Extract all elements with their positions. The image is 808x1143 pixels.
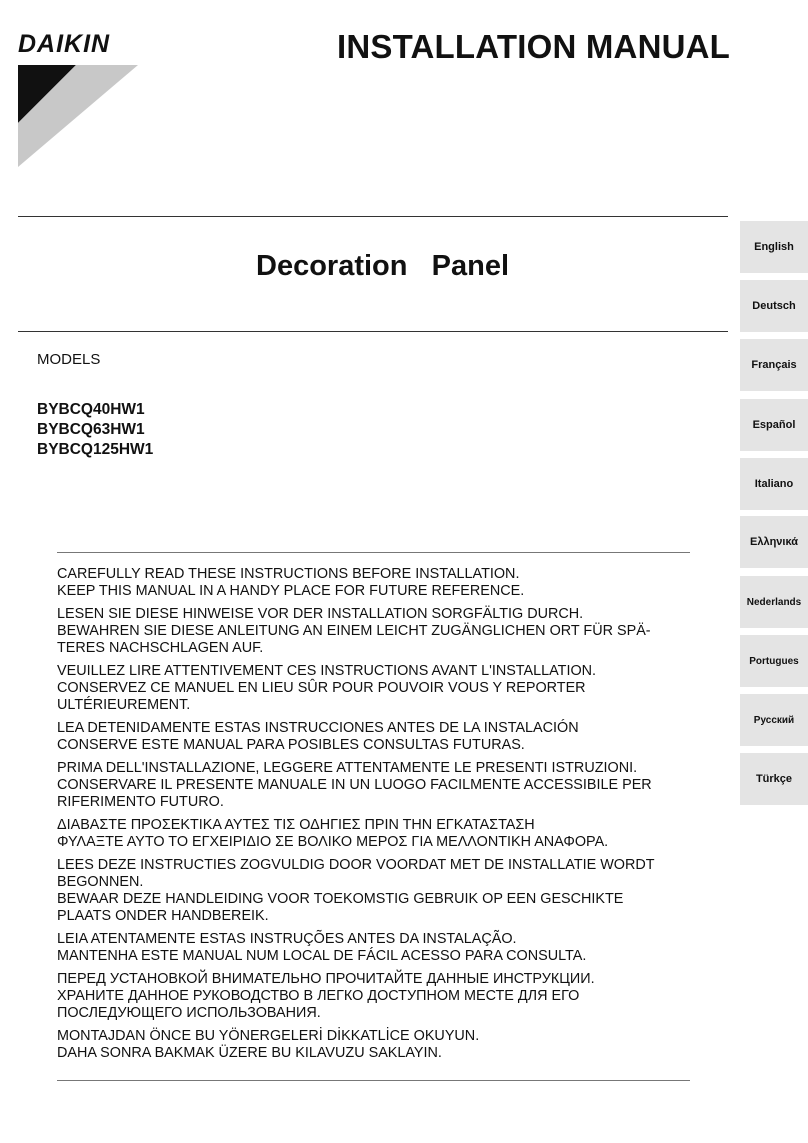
- title-divider: [18, 331, 728, 332]
- notice-line: LEA DETENIDAMENTE ESTAS INSTRUCCIONES ANTES DE LA INSTALACIÓN: [57, 720, 579, 736]
- tab-espanol[interactable]: Español: [740, 399, 808, 451]
- notice-line: ULTÉRIEUREMENT.: [57, 697, 191, 713]
- notice-line: BEWAAR DEZE HANDLEIDING VOOR TOEKOMSTIG GEBRUIK OP EEN GESCHIKTE: [57, 891, 624, 907]
- tab-francais[interactable]: Français: [740, 339, 808, 391]
- notice-portuguese: [57, 931, 697, 965]
- notice-line: PLAATS ONDER HANDBEREIK.: [57, 908, 269, 924]
- notice-line: ХРАНИТЕ ДАННОЕ РУКОВОДСТВО В ЛЕГКО ДОСТУПНОМ МЕСТЕ ДЛЯ ЕГО: [57, 988, 580, 1004]
- notice-line: CAREFULLY READ THESE INSTRUCTIONS BEFORE INSTALLATION.: [57, 566, 520, 582]
- notice-line: PRIMA DELL'INSTALLAZIONE, LEGGERE ATTENTAMENTE LE PRESENTI ISTRUZIONI.: [57, 760, 638, 776]
- notice-line: BEGONNEN.: [57, 874, 144, 890]
- notices-bottom-divider: [57, 1080, 690, 1081]
- notice-dutch: [57, 857, 697, 925]
- tab-greek[interactable]: Ελληνικά: [740, 516, 808, 568]
- notice-english: [57, 566, 697, 600]
- notice-russian: [57, 971, 697, 1022]
- tab-italiano[interactable]: Italiano: [740, 458, 808, 510]
- daikin-logo: [18, 30, 138, 170]
- tab-deutsch[interactable]: Deutsch: [740, 280, 808, 332]
- model-item: BYBCQ125HW1: [37, 441, 154, 458]
- notice-line: RIFERIMENTO FUTURO.: [57, 794, 224, 810]
- notice-french: [57, 663, 697, 714]
- notice-line: MANTENHA ESTE MANUAL NUM LOCAL DE FÁCIL ACESSO PARA CONSULTA.: [57, 948, 587, 964]
- notice-line: VEUILLEZ LIRE ATTENTIVEMENT CES INSTRUCTIONS AVANT L'INSTALLATION.: [57, 663, 597, 679]
- tab-english[interactable]: English: [740, 221, 808, 273]
- notice-line: ΔΙΑΒΑΣΤΕ ΠΡΟΣΕΚΤΙΚΑ ΑΥΤΕΣ ΤΙΣ ΟΔΗΓΙΕΣ ΠΡΙΝ ΤΗΝ ΕΓΚΑΤΑΣΤΑΣΗ: [57, 817, 535, 833]
- notice-line: DAHA SONRA BAKMAK ÜZERE BU KILAVUZU SAKLAYIN.: [57, 1045, 442, 1061]
- tab-portugues[interactable]: Portugues: [740, 635, 808, 687]
- model-item: BYBCQ40HW1: [37, 401, 145, 418]
- models-list: [37, 400, 153, 460]
- notice-line: LESEN SIE DIESE HINWEISE VOR DER INSTALLATION SORGFÄLTIG DURCH.: [57, 606, 584, 622]
- model-item: BYBCQ63HW1: [37, 421, 145, 438]
- notice-line: LEIA ATENTAMENTE ESTAS INSTRUÇÕES ANTES DA INSTALAÇÃO.: [57, 931, 517, 947]
- notice-line: LEES DEZE INSTRUCTIES ZOGVULDIG DOOR VOORDAT MET DE INSTALLATIE WORDT: [57, 857, 655, 873]
- notice-spanish: [57, 720, 697, 754]
- notice-line: TERES NACHSCHLAGEN AUF.: [57, 640, 264, 656]
- notice-italian: [57, 760, 697, 811]
- tab-nederlands[interactable]: Nederlands: [740, 576, 808, 628]
- notice-greek: [57, 817, 697, 851]
- brand-name: DAIKIN: [18, 30, 111, 58]
- tab-turkce[interactable]: Türkçe: [740, 753, 808, 805]
- product-name: Decoration Panel: [256, 250, 510, 282]
- notice-turkish: [57, 1028, 697, 1062]
- models-label: MODELS: [37, 351, 101, 368]
- notice-line: ΦΥΛΑΞΤΕ ΑΥΤΟ ΤΟ ΕΓΧΕΙΡΙΔΙΟ ΣΕ ΒΟΛΙΚΟ ΜΕΡΟΣ ΓΙΑ ΜΕΛΛΟΝΤΙΚΗ ΑΝΑΦΟΡΑ.: [57, 834, 609, 850]
- document-title: INSTALLATION MANUAL: [337, 28, 731, 65]
- notice-line: KEEP THIS MANUAL IN A HANDY PLACE FOR FUTURE REFERENCE.: [57, 583, 525, 599]
- notice-line: CONSERVEZ CE MANUEL EN LIEU SÛR POUR POUVOIR VOUS Y REPORTER: [57, 680, 586, 696]
- notice-line: ПОСЛЕДУЮЩЕГО ИСПОЛЬЗОВАНИЯ.: [57, 1005, 321, 1021]
- notice-line: CONSERVARE IL PRESENTE MANUALE IN UN LUOGO FACILMENTE ACCESSIBILE PER: [57, 777, 652, 793]
- top-divider: [18, 216, 728, 217]
- notice-line: ПЕРЕД УСТАНОВКОЙ ВНИМАТЕЛЬНО ПРОЧИТАЙТЕ ДАННЫЕ ИНСТРУКЦИИ.: [57, 971, 595, 987]
- notice-line: BEWAHREN SIE DIESE ANLEITUNG AN EINEM LEICHT ZUGÄNGLICHEN ORT FÜR SPÄ-: [57, 623, 651, 639]
- notices-block: [57, 566, 697, 1068]
- tab-russian[interactable]: Русский: [740, 694, 808, 746]
- notice-line: MONTAJDAN ÖNCE BU YÖNERGELERİ DİKKATLİCE OKUYUN.: [57, 1028, 480, 1044]
- notice-german: [57, 606, 697, 657]
- notices-top-divider: [57, 552, 690, 553]
- notice-line: CONSERVE ESTE MANUAL PARA POSIBLES CONSULTAS FUTURAS.: [57, 737, 525, 753]
